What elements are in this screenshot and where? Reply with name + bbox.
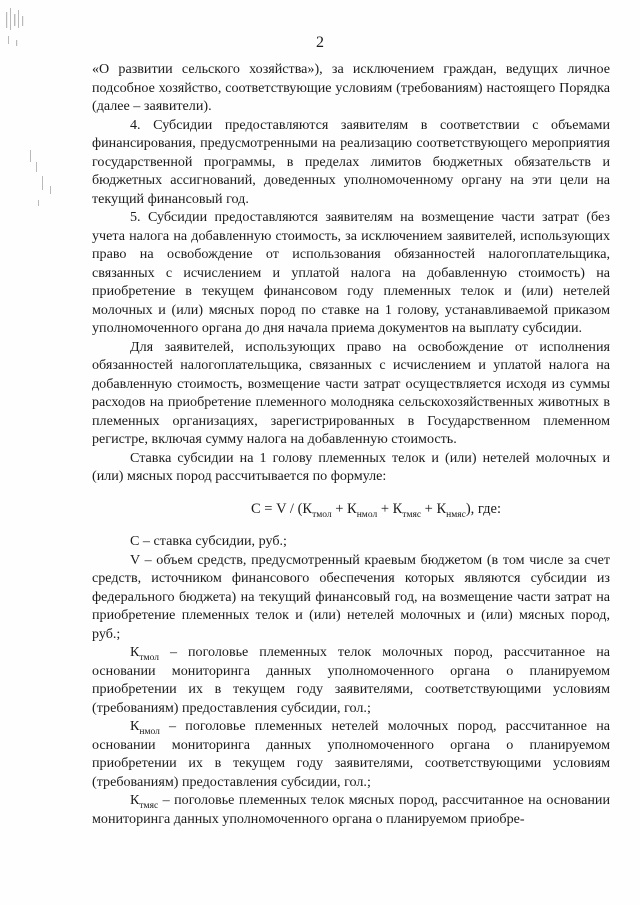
definition-k-tmol: $К_{тмол}$ – поголовье племенных телок молочных пород, рассчитанное на основании мониторинга данных уполномоченного органа о планируемом приобретении их в текущем году заявителями, соответствующими условиям (требованиям) предоставления субсидии, гол.; — [92, 644, 610, 716]
definition-c: С – ставка субсидии, руб.; — [130, 533, 287, 549]
definition-v: V – объем средств, предусмотренный краевым бюджетом (в том числе за счет средств, источником финансового обеспечения которых являются субсидии из федерального бюджета) на текущий финансовый год, на возмещение части затрат на приобретение племенных телок и (или) нетелей молочных и (или) мясных пород, руб.; — [92, 551, 610, 642]
paragraph-vat-exemption: Для заявителей, использующих право на освобождение от исполнения обязанностей налогоплательщика, связанных с исчислением и уплатой налога на добавленную стоимость, возмещение части затрат осуществляется исходя из суммы расходов на приобретение племенного молодняка сельскохозяйственных животных в племенных организациях, зарегистрированных в Государственном племенном регистре, включая сумму налога на добавленную стоимость. — [92, 338, 610, 447]
page-number: 2 — [316, 34, 324, 51]
paragraph-rate-intro: Ставка субсидии на 1 голову племенных телок и (или) нетелей молочных и (или) мясных пород рассчитывается по формуле: — [92, 449, 610, 484]
definition-k-tmyas: $К_{тмяс}$ – поголовье племенных телок мясных пород, рассчитанное на основании мониторинга данных уполномоченного органа о планируемом приобре- — [92, 792, 610, 827]
paragraph-item-5: 5. Субсидии предоставляются заявителям на возмещение части затрат (без учета налога на добавленную стоимость, за исключением заявителей, использующих право на освобождение от использования обязанностей налогоплательщика, связанных с исчислением и уплатой налога на добавленную стоимость) на приобретение в текущем финансовом году племенных телок и (или) нетелей молочных и (или) мясных пород по ставке на 1 голову, устанавливаемой приказом уполномоченного органа до дня начала приема документов на выплату субсидии. — [92, 209, 610, 336]
paragraph-item-4: 4. Субсидии предоставляются заявителям в соответствии с объемами финансирования, предусмотренными на реализацию соответствующего мероприятия государственной программы, в пределах лимитов бюджетных обязательств и бюджетных ассигнований, доведенных уполномоченному органу на эти цели на текущий финансовый год. — [92, 116, 610, 207]
definition-k-nmol: $К_{нмол}$ – поголовье племенных нетелей молочных пород, рассчитанное на основании мониторинга данных уполномоченного органа о планируемом приобретении их в текущем году заявителями, соответствующими условиям (требованиям) предоставления субсидии, гол.; — [92, 718, 610, 790]
paragraph-continuation: «О развитии сельского хозяйства»), за исключением граждан, ведущих личное подсобное хозяйство, соответствующие условиям (требованиям) настоящего Порядка (далее – заявители). — [92, 61, 610, 114]
document-body — [92, 60, 610, 828]
subsidy-rate-formula: $С = V / (К_{тмол} + К_{нмол} + К_{тмяс} + К_{нмяс})$, где: — [250, 500, 501, 520]
